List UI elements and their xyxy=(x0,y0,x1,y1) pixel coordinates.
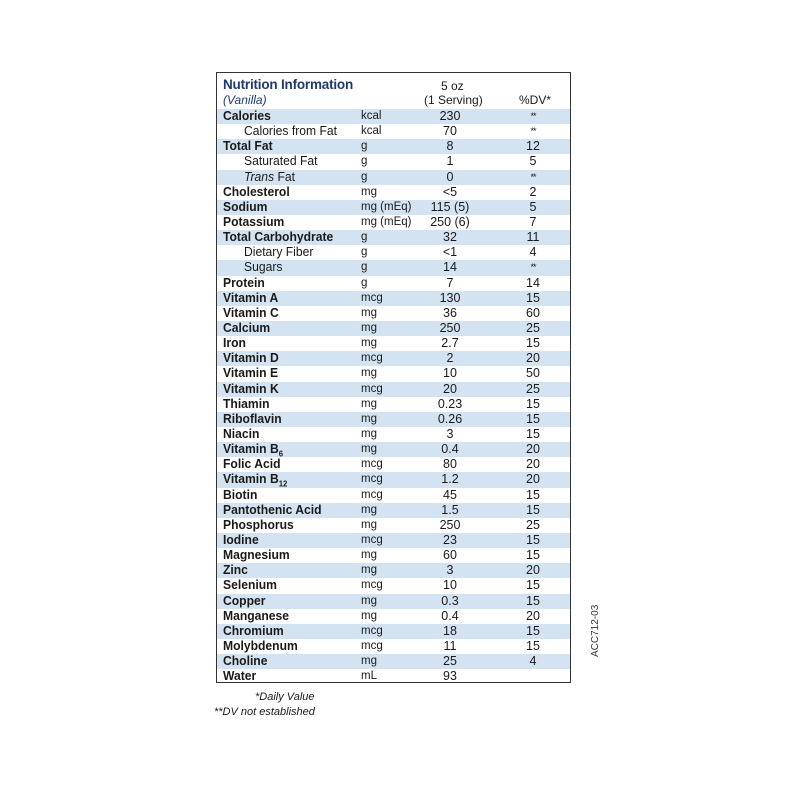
nutrient-dv: ** xyxy=(530,171,536,182)
nutrient-unit: mg xyxy=(361,367,377,380)
nutrient-name: Magnesium xyxy=(223,548,290,563)
nutrient-dv: ** xyxy=(530,262,536,273)
nutrient-unit: mg (mEq) xyxy=(361,215,412,228)
table-row xyxy=(217,578,570,593)
table-row xyxy=(217,276,570,291)
nutrient-name: Vitamin A xyxy=(223,290,279,305)
nutrient-dv: 15 xyxy=(526,578,540,593)
nutrient-amount: 70 xyxy=(443,124,457,139)
nutrient-amount: 0.4 xyxy=(441,442,459,457)
panel-title: Nutrition Information xyxy=(223,77,354,92)
nutrient-amount: 0.23 xyxy=(437,396,463,411)
nutrient-amount: 250 xyxy=(439,517,461,532)
table-row xyxy=(217,124,570,139)
nutrient-amount: 23 xyxy=(443,532,457,547)
nutrient-name: Phosphorus xyxy=(223,517,294,532)
nutrient-name: Biotin xyxy=(223,487,258,502)
nutrient-unit: mg xyxy=(361,443,377,456)
product-code: ACC712-03 xyxy=(590,604,601,657)
nutrient-amount: 3 xyxy=(446,563,454,578)
nutrient-amount: 2 xyxy=(446,351,454,366)
nutrient-amount: 0.4 xyxy=(441,608,459,623)
nutrient-name: Sugars xyxy=(244,260,283,275)
table-row xyxy=(217,109,570,124)
nutrient-dv: 20 xyxy=(526,472,540,487)
table-row xyxy=(217,669,570,684)
nutrient-unit: mcg xyxy=(361,291,383,304)
table-row xyxy=(217,472,570,487)
nutrient-amount: 2.7 xyxy=(441,336,459,351)
table-row xyxy=(217,609,570,624)
table-row xyxy=(217,654,570,669)
nutrient-unit: mg xyxy=(361,321,377,334)
nutrient-dv: 7 xyxy=(529,214,537,229)
nutrient-dv: 15 xyxy=(526,336,540,351)
nutrient-unit: mcg xyxy=(361,624,383,637)
serving-label: (1 Serving) xyxy=(424,93,483,107)
nutrient-unit: mg xyxy=(361,518,377,531)
nutrient-name: Cholesterol xyxy=(223,184,290,199)
nutrient-amount: <1 xyxy=(442,245,458,260)
nutrient-name: Selenium xyxy=(223,578,277,593)
nutrient-amount: 18 xyxy=(443,623,457,638)
table-row xyxy=(217,488,570,503)
table-row xyxy=(217,170,570,185)
nutrient-unit: g xyxy=(361,276,368,289)
nutrient-dv: 20 xyxy=(526,442,540,457)
nutrient-dv: 20 xyxy=(526,563,540,578)
nutrient-name: Manganese xyxy=(223,608,290,623)
nutrient-amount: 36 xyxy=(443,305,457,320)
nutrient-dv: 15 xyxy=(526,487,540,502)
nutrient-dv: 15 xyxy=(526,290,540,305)
nutrient-name: Iron xyxy=(223,336,246,351)
nutrient-unit: mg xyxy=(361,185,377,198)
nutrient-name: Calories from Fat xyxy=(244,124,337,139)
table-row xyxy=(217,245,570,260)
nutrient-name: Copper xyxy=(223,593,266,608)
nutrient-unit: mcg xyxy=(361,473,383,486)
nutrient-amount: 1 xyxy=(446,154,454,169)
nutrient-unit: mL xyxy=(361,670,377,683)
table-row xyxy=(217,548,570,563)
nutrient-dv: 15 xyxy=(526,396,540,411)
nutrient-name: Choline xyxy=(223,654,268,669)
table-row xyxy=(217,321,570,336)
table-row xyxy=(217,215,570,230)
nutrient-dv: 50 xyxy=(526,366,540,381)
nutrient-dv: 5 xyxy=(529,154,537,169)
table-row xyxy=(217,412,570,427)
nutrient-amount: 130 xyxy=(439,290,461,305)
footnote-daily-value: *Daily Value xyxy=(255,691,315,703)
nutrient-dv: ** xyxy=(530,126,536,137)
table-row xyxy=(217,533,570,548)
nutrition-panel xyxy=(216,72,571,683)
nutrient-unit: mg xyxy=(361,397,377,410)
nutrient-unit: mcg xyxy=(361,639,383,652)
nutrient-name: Protein xyxy=(223,275,265,290)
nutrient-name: Thiamin xyxy=(223,396,270,411)
table-row xyxy=(217,457,570,472)
nutrient-amount: 60 xyxy=(443,548,457,563)
nutrient-name: Vitamin E xyxy=(223,366,279,381)
table-row xyxy=(217,200,570,215)
table-row xyxy=(217,563,570,578)
nutrient-name: Zinc xyxy=(223,563,248,578)
nutrient-amount: 0.26 xyxy=(437,411,463,426)
table-header xyxy=(217,73,570,109)
nutrient-name: Molybdenum xyxy=(223,638,298,653)
nutrient-name: Trans Fat xyxy=(244,169,296,184)
nutrient-unit: mcg xyxy=(361,579,383,592)
nutrient-dv: 15 xyxy=(526,593,540,608)
nutrient-amount: 230 xyxy=(439,109,461,123)
nutrient-name: Vitamin D xyxy=(223,351,279,366)
table-row xyxy=(217,382,570,397)
nutrient-dv: 14 xyxy=(526,275,540,290)
nutrient-name: Vitamin C xyxy=(223,305,279,320)
nutrient-name: Vitamin $B_6$ xyxy=(223,442,284,459)
nutrient-name: Water xyxy=(223,669,257,684)
nutrient-unit: mg xyxy=(361,564,377,577)
nutrient-amount: 10 xyxy=(443,366,457,381)
nutrient-unit: g xyxy=(361,261,368,274)
nutrient-amount: 11 xyxy=(443,638,457,653)
nutrient-name: Potassium xyxy=(223,214,285,229)
nutrient-unit: mg xyxy=(361,594,377,607)
serving-size: 5 oz xyxy=(441,79,464,93)
nutrient-amount: 3 xyxy=(446,426,454,441)
nutrient-amount: 93 xyxy=(443,669,457,684)
nutrient-amount: 20 xyxy=(443,381,457,396)
nutrient-dv: 12 xyxy=(526,139,540,154)
dv-header: %DV* xyxy=(519,93,552,107)
nutrient-dv: 20 xyxy=(526,608,540,623)
table-row xyxy=(217,291,570,306)
nutrient-amount: 1.5 xyxy=(441,502,459,517)
table-row xyxy=(217,139,570,154)
nutrient-dv: 15 xyxy=(526,623,540,638)
table-row xyxy=(217,336,570,351)
nutrient-name: Vitamin K xyxy=(223,381,279,396)
nutrient-name: Niacin xyxy=(223,426,260,441)
nutrient-dv: 5 xyxy=(529,199,537,214)
table-row xyxy=(217,185,570,200)
table-row xyxy=(217,230,570,245)
nutrient-name: Calcium xyxy=(223,320,271,335)
table-row xyxy=(217,397,570,412)
nutrient-unit: mcg xyxy=(361,488,383,501)
nutrient-name: Folic Acid xyxy=(223,457,281,472)
nutrient-unit: g xyxy=(361,170,368,183)
nutrient-amount: 115 (5) xyxy=(430,199,470,214)
nutrient-list xyxy=(217,109,570,684)
nutrient-name: Vitamin $B_{12}$ xyxy=(223,472,288,489)
nutrient-unit: mg xyxy=(361,337,377,350)
nutrient-name: Iodine xyxy=(223,532,259,547)
nutrient-unit: mg xyxy=(361,655,377,668)
table-row xyxy=(217,260,570,275)
panel-subtitle: (Vanilla) xyxy=(223,93,267,107)
nutrient-dv: 15 xyxy=(526,532,540,547)
nutrient-name: Total Fat xyxy=(223,139,273,154)
nutrient-unit: mcg xyxy=(361,458,383,471)
nutrient-unit: g xyxy=(361,246,368,259)
nutrient-name: Sodium xyxy=(223,199,268,214)
nutrient-amount: 250 (6) xyxy=(430,214,470,229)
nutrient-dv: 4 xyxy=(529,245,537,260)
table-row xyxy=(217,427,570,442)
nutrient-dv: 15 xyxy=(526,502,540,517)
nutrient-amount: 25 xyxy=(443,654,457,669)
footnote-dv-not-established: **DV not established xyxy=(214,706,315,718)
nutrient-amount: 45 xyxy=(443,487,457,502)
nutrient-dv: 11 xyxy=(526,230,540,245)
nutrient-unit: kcal xyxy=(361,110,382,122)
nutrient-amount: 32 xyxy=(443,230,457,245)
nutrient-unit: g xyxy=(361,140,368,153)
table-row xyxy=(217,503,570,518)
table-row xyxy=(217,306,570,321)
nutrient-amount: 0.3 xyxy=(441,593,459,608)
nutrient-amount: 8 xyxy=(446,139,454,154)
table-row xyxy=(217,351,570,366)
nutrient-name: Pantothenic Acid xyxy=(223,502,322,517)
nutrient-unit: mg xyxy=(361,609,377,622)
nutrient-unit: mg xyxy=(361,549,377,562)
nutrient-dv: ** xyxy=(530,111,536,121)
table-row xyxy=(217,594,570,609)
nutrient-amount: 10 xyxy=(443,578,457,593)
table-row xyxy=(217,624,570,639)
nutrient-dv: 20 xyxy=(526,457,540,472)
nutrient-dv: 25 xyxy=(526,517,540,532)
nutrient-amount: 14 xyxy=(443,260,457,275)
nutrient-amount: <5 xyxy=(442,184,458,199)
table-row xyxy=(217,639,570,654)
nutrient-unit: g xyxy=(361,231,368,244)
nutrient-dv: 25 xyxy=(526,381,540,396)
nutrient-unit: mg xyxy=(361,427,377,440)
nutrient-dv: 4 xyxy=(529,654,537,669)
nutrient-unit: mcg xyxy=(361,533,383,546)
nutrient-unit: mcg xyxy=(361,382,383,395)
nutrient-dv: 15 xyxy=(526,411,540,426)
nutrient-unit: kcal xyxy=(361,125,382,138)
nutrient-name: Total Carbohydrate xyxy=(223,230,334,245)
nutrient-unit: mg xyxy=(361,503,377,516)
nutrient-dv: 15 xyxy=(526,548,540,563)
nutrient-unit: mcg xyxy=(361,352,383,365)
nutrient-dv: 2 xyxy=(529,184,537,199)
table-row xyxy=(217,442,570,457)
nutrient-amount: 1.2 xyxy=(441,472,459,487)
nutrient-name: Riboflavin xyxy=(223,411,282,426)
nutrient-amount: 250 xyxy=(439,320,461,335)
nutrient-unit: g xyxy=(361,155,368,168)
nutrient-dv: 20 xyxy=(526,351,540,366)
nutrient-dv: 25 xyxy=(526,320,540,335)
nutrient-unit: mg xyxy=(361,306,377,319)
nutrient-unit: mg xyxy=(361,412,377,425)
nutrient-name: Calories xyxy=(223,109,271,123)
nutrient-amount: 0 xyxy=(446,169,454,184)
nutrient-name: Dietary Fiber xyxy=(244,245,314,260)
nutrient-dv: 60 xyxy=(526,305,540,320)
table-row xyxy=(217,366,570,381)
nutrient-dv: 15 xyxy=(526,426,540,441)
nutrient-amount: 80 xyxy=(443,457,457,472)
nutrient-unit: mg (mEq) xyxy=(361,200,412,213)
nutrient-name: Saturated Fat xyxy=(244,154,318,169)
nutrient-name: Chromium xyxy=(223,623,284,638)
nutrient-amount: 7 xyxy=(446,275,454,290)
table-row xyxy=(217,518,570,533)
nutrient-dv: 15 xyxy=(526,638,540,653)
table-row xyxy=(217,154,570,169)
